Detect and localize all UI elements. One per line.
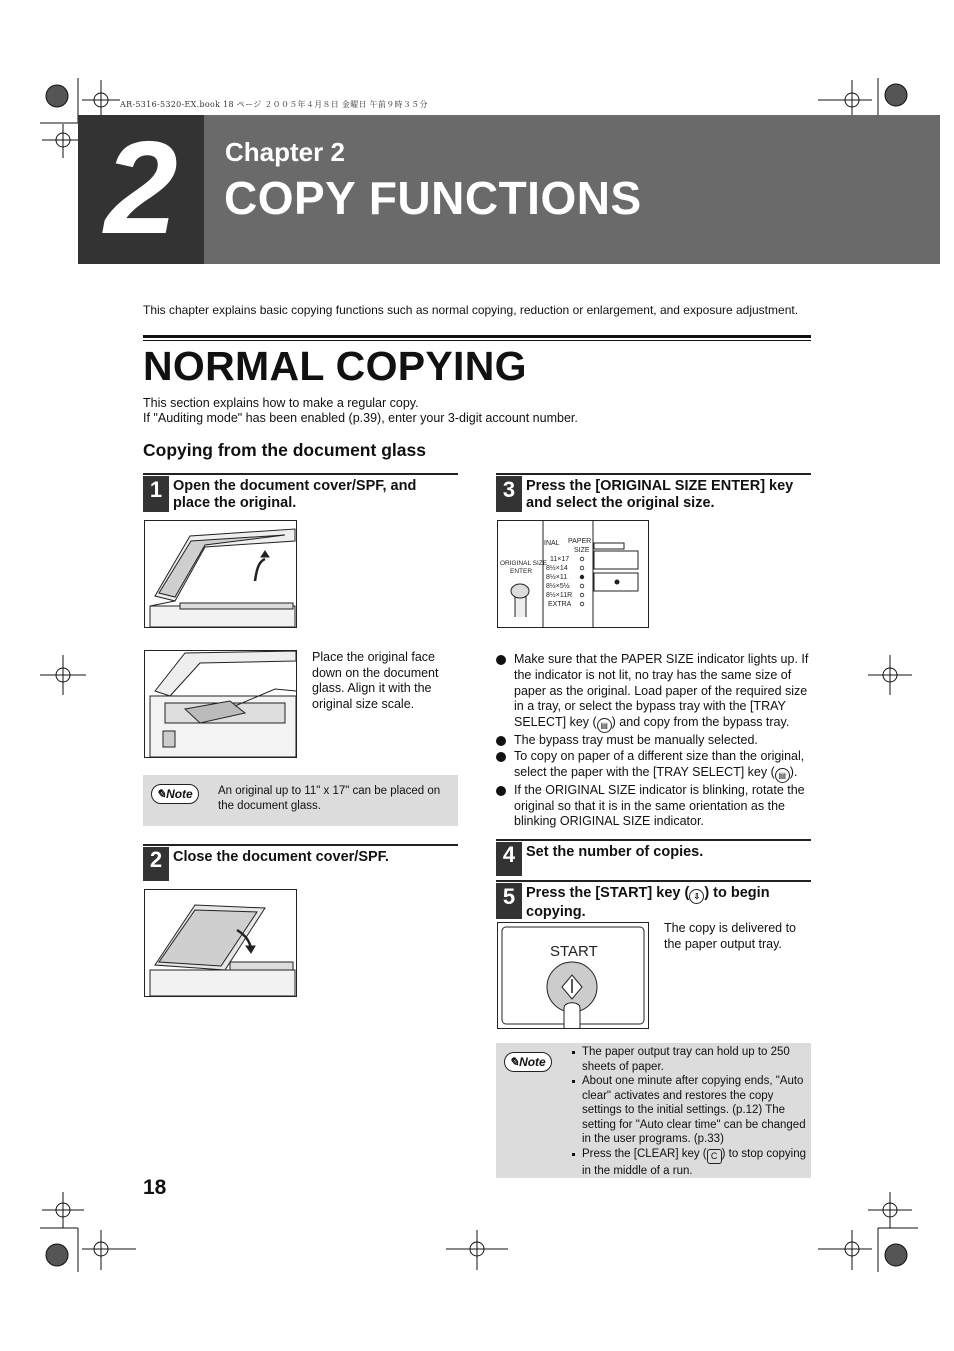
bullet-icon <box>572 1080 575 1083</box>
step-text: Press the [ORIGINAL SIZE ENTER] key and select the original size. <box>526 478 794 511</box>
chapter-title: COPY FUNCTIONS <box>224 172 642 224</box>
step-text-part: Press the [START] key ( <box>526 885 690 901</box>
step-number: 4 <box>496 842 522 876</box>
start-key-icon: ⇩ <box>689 889 704 904</box>
list-item <box>570 1045 808 1074</box>
note-label: Note <box>166 787 193 801</box>
start-label: START <box>550 943 598 960</box>
note-badge: ✎Note <box>151 784 199 804</box>
illustration-open-cover <box>144 520 297 628</box>
bullet-icon <box>496 655 506 665</box>
section-description <box>143 396 578 426</box>
step-number: 2 <box>143 847 169 881</box>
list-item <box>496 733 812 749</box>
note-label: Note <box>519 1055 546 1069</box>
step-text-part: ) to begin copying. <box>526 885 770 920</box>
list-item <box>496 783 812 830</box>
note-item-text: The paper output tray can hold up to 250 sheets of paper. <box>582 1046 790 1073</box>
section-desc-line: If "Auditing mode" has been enabled (p.39), enter your 3-digit account number. <box>143 411 578 425</box>
print-header: AR-5316-5320-EX.book 18 ページ ２００５年４月８日 金曜日 午前９時３５分 <box>120 100 428 109</box>
page-number: 18 <box>143 1176 167 1199</box>
step-text <box>526 885 806 921</box>
section-desc-line: This section explains how to make a regular copy. <box>143 396 419 410</box>
bullet-icon <box>496 736 506 746</box>
bullet-text: If the ORIGINAL SIZE indicator is blinking, rotate the original so that it is in the same orientation as the blinking ORIGINAL SIZE indicator. <box>514 782 805 829</box>
illustration-close-cover <box>144 889 297 997</box>
step-rule <box>496 839 811 841</box>
list-item <box>570 1074 808 1147</box>
note-item-text: Press the [CLEAR] key ( <box>582 1147 707 1160</box>
panel-col-size: SIZE <box>574 547 590 554</box>
panel-size-item: 11×17 <box>550 556 570 563</box>
step-rule <box>496 473 811 475</box>
list-item <box>570 1147 808 1179</box>
clear-key-icon: C <box>707 1149 722 1164</box>
panel-original-size-label: ORIGINAL SIZE <box>500 560 548 567</box>
step-number: 5 <box>496 883 522 919</box>
bullet-text: ) and copy from the bypass tray. <box>611 715 790 730</box>
list-item <box>496 652 812 733</box>
panel-size-item: 8½×11R <box>546 592 573 599</box>
step-number: 1 <box>143 476 169 512</box>
step-rule <box>143 844 458 846</box>
list-item <box>496 749 812 783</box>
panel-size-item: 8½×14 <box>546 565 568 572</box>
bullet-icon <box>496 752 506 762</box>
chapter-label: Chapter 2 <box>225 137 345 167</box>
tray-select-key-icon: ▤ <box>775 768 790 783</box>
illustration-place-original <box>144 650 297 758</box>
chapter-intro: This chapter explains basic copying functions such as normal copying, reduction or enlargement, and exposure adjustment. <box>143 303 799 317</box>
note-list <box>570 1045 808 1178</box>
panel-col-original: INAL <box>544 540 560 547</box>
panel-size-item: 8½×5½ <box>546 583 570 590</box>
step-rule <box>143 473 458 475</box>
step-text: Close the document cover/SPF. <box>173 849 389 865</box>
bullet-text: ). <box>789 764 798 779</box>
step5-caption: The copy is delivered to the paper output tray. <box>664 921 797 951</box>
chapter-number: 2 <box>104 114 178 261</box>
bullet-icon <box>572 1051 575 1054</box>
note-item-text: About one minute after copying ends, "Auto clear" activates and restores the copy settings to the initial settings. (p.12) The setting for "Auto clear time" can be changed in the user programs. (p.33) <box>582 1075 806 1145</box>
step-rule <box>496 880 811 882</box>
step-text: Open the document cover/SPF, and place the original. <box>173 478 417 511</box>
note-text: An original up to 11" x 17" can be placed on the document glass. <box>218 785 441 812</box>
bullet-text: To copy on paper of a different size than the original, select the paper with the [TRAY SELECT] key ( <box>514 748 805 779</box>
step1-caption: Place the original face down on the document glass. Align it with the original size scale. <box>312 650 439 711</box>
bullet-text: Make sure that the PAPER SIZE indicator lights up. If the indicator is not lit, no tray has the same size of paper as the original. Load paper of the required size in a tray, or select the bypass tray with the [TRAY SELECT] key ( <box>514 652 809 730</box>
subsection-title: Copying from the document glass <box>143 440 426 460</box>
note-badge: ✎Note <box>504 1052 552 1072</box>
step-text: Set the number of copies. <box>526 844 704 860</box>
section-title: NORMAL COPYING <box>143 343 527 389</box>
step3-bullet-list <box>496 652 812 830</box>
panel-size-item: 8½×11 <box>546 574 568 581</box>
section-rule <box>143 335 811 338</box>
tray-select-key-icon: ▤ <box>597 718 612 733</box>
section-rule-thin <box>143 340 811 341</box>
bullet-icon <box>572 1153 575 1156</box>
panel-col-paper: PAPER <box>568 538 592 545</box>
bullet-icon <box>496 786 506 796</box>
panel-size-item: EXTRA <box>548 601 572 608</box>
illustration-start-key <box>497 922 649 1029</box>
bullet-text: The bypass tray must be manually selected. <box>514 733 758 748</box>
step-number: 3 <box>496 476 522 512</box>
panel-enter-label: ENTER <box>510 568 533 575</box>
illustration-original-size-panel <box>497 520 649 628</box>
note-item-text: ) to stop copying in the middle of a run. <box>582 1147 807 1177</box>
